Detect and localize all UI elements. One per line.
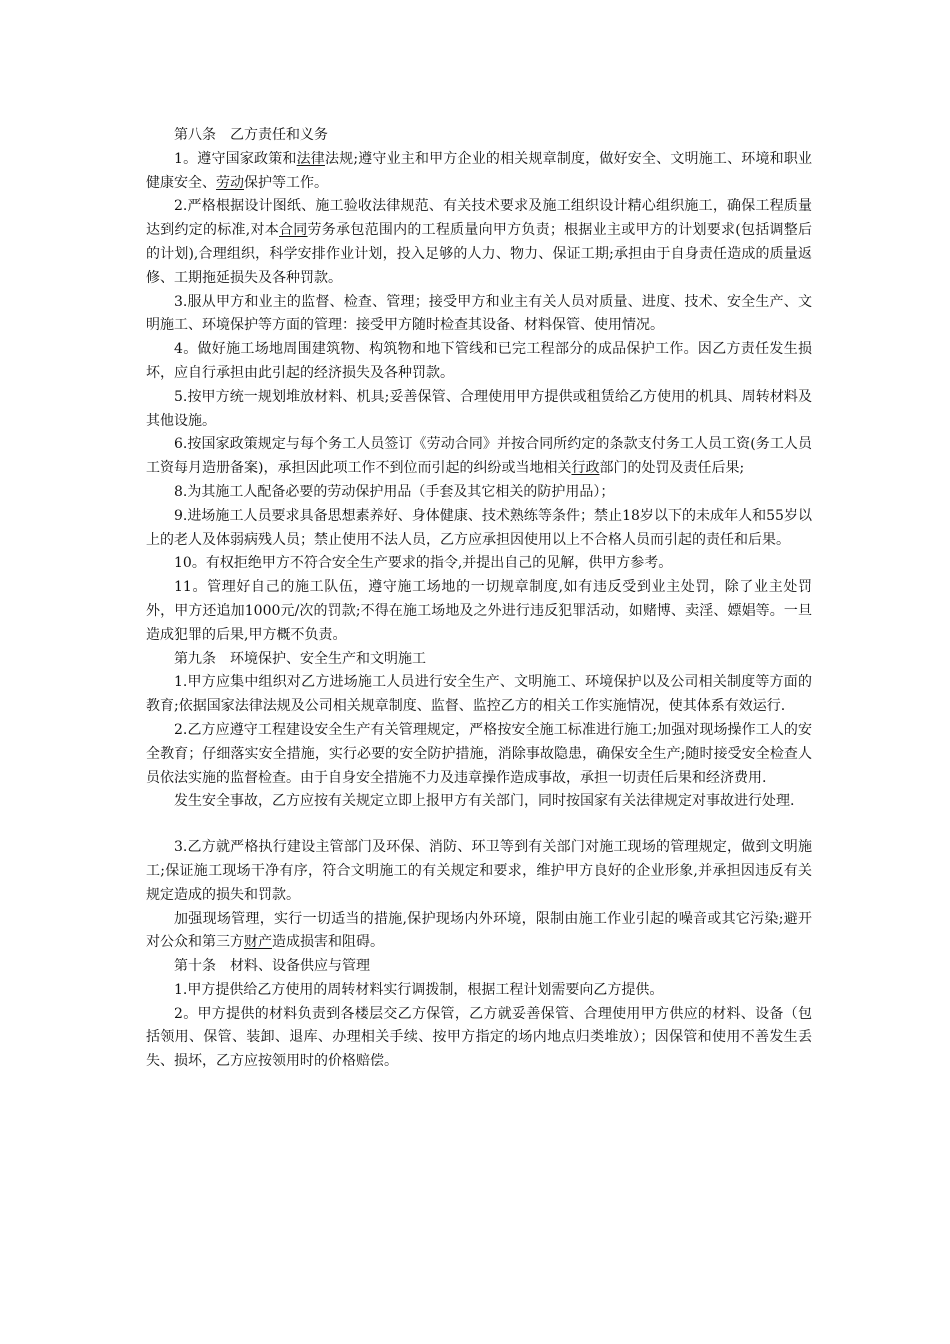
article-9-clause-1: 1.甲方应集中组织对乙方进场施工人员进行安全生产、文明施工、环境保护以及公司相关制度等方面的教育;依据国家法律法规及公司相关规章制度、监督、监控乙方的相关工作实施情况，使其体系有效运行. [146,674,812,715]
article-8-clause-9: 9.进场施工人员要求具备思想素养好、身体健康、技术熟练等条件；禁止18岁以下的未成年人和55岁以上的老人及体弱病残人员；禁止使用不法人员，乙方应承担因使用以上不合格人员而引起的责任和后果。 [146,507,812,548]
article-8-clause-8: 8.为其施工人配备必要的劳动保护用品（手套及其它相关的防护用品）； [174,483,615,500]
underlined-term: 劳动 [216,174,244,191]
text-segment: 1。遵守国家政策和 [174,150,297,167]
text-segment: 加强现场管理，实行一切适当的措施,保护现场内外环境，限制由施工作业引起的噪音或其它污染;避开对公众和第三方 [146,910,812,951]
article-8-clause-10: 10。有权拒绝甲方不符合安全生产要求的指令,并提出自己的见解，供甲方参考。 [174,555,673,572]
underlined-term: 财产 [244,934,272,951]
article-10-clause-1: 1.甲方提供给乙方使用的周转材料实行调拨制，根据工程计划需要向乙方提供。 [174,981,664,998]
article-10-clause-2: 2。甲方提供的材料负责到各楼层交乙方保管，乙方就妥善保管、合理使用甲方供应的材料、设备（包括领用、保管、装卸、退库、办理相关手续、按甲方指定的场内地点归类堆放）；因保管和使用不善发生丢失、损坏，乙方应按领用时的价格赔偿。 [146,1005,812,1070]
underlined-term: 行政 [571,460,600,477]
article-8-clause-3: 3.服从甲方和业主的监督、检查、管理；接受甲方和业主有关人员对质量、进度、技术、安全生产、文明施工、环境保护等方面的管理：接受甲方随时检查其设备、材料保管、使用情况。 [146,293,812,334]
text-segment: 部门的处罚及责任后果; [599,460,745,477]
article-9-site-management [146,908,812,956]
article-8-clause-2 [146,195,812,290]
article-8-clause-1 [146,148,812,196]
contract-document [146,124,812,1074]
text-segment: 造成损害和阻碍。 [272,934,384,951]
article-9-accident-note: 发生安全事故，乙方应按有关规定立即上报甲方有关部门，同时按国家有关法律规定对事故进行处理. [174,793,795,810]
article-8-clause-4: 4。做好施工场地周围建筑物、构筑物和地下管线和已完工程部分的成品保护工作。因乙方责任发生损坏，应自行承担由此引起的经济损失及各种罚款。 [146,341,812,381]
article-9-clause-3: 3.乙方就严格执行建设主管部门及环保、消防、环卫等到有关部门对施工现场的管理规定，做到文明施工;保证施工现场干净有序，符合文明施工的有关规定和要求，维护甲方良好的企业形象,并承担因违反有关规定造成的损失和罚款。 [146,839,812,903]
text-segment: 劳务承包范围内的工程质量向甲方负责；根据业主或甲方的计划要求(包括调整后的计划),合理组织，科学安排作业计划，投入足够的人力、物力、保证工期;承担由于自身责任造成的质量返修、工期拖延损失及各种罚款。 [146,222,813,286]
article-10-heading: 第十条 材料、设备供应与管理 [174,958,370,975]
text-segment: 2.严格根据设计图纸、施工验收法律规范、有关技术要求及施工组织设计精心组织施工，确保工程质量达到约定的标准,对本 [146,198,812,239]
article-8-clause-11: 11。管理好自己的施工队伍，遵守施工场地的一切规章制度,如有违反受到业主处罚，除了业主处罚外，甲方还追加1000元/次的罚款;不得在施工场地及之外进行违反犯罪活动，如赌博、卖淫、嫖娼等。一旦造成犯罪的后果,甲方概不负责。 [146,579,812,643]
text-segment: 法规;遵守业主和甲方企业的相关规章制度，做好安全、文明施工、环境和职业健康安全、 [146,150,812,191]
article-9-heading: 第九条 环境保护、安全生产和文明施工 [174,650,426,667]
article-8-clause-6 [146,433,812,481]
article-8-heading: 第八条 乙方责任和义务 [174,127,328,143]
underlined-term: 合同 [279,222,308,239]
text-segment: 6.按国家政策规定与每个务工人员签订《劳动合同》并按合同所约定的条款支付务工人员工资(务工人员工资每月造册备案)，承担因此项工作不到位而引起的纠纷或当地相关 [146,436,812,477]
blank-line [146,814,812,836]
article-8-clause-5: 5.按甲方统一规划堆放材料、机具;妥善保管、合理使用甲方提供或租赁给乙方使用的机具、周转材料及其他设施。 [146,388,812,429]
underlined-term: 法律 [296,150,325,167]
article-9-clause-2: 2.乙方应遵守工程建设安全生产有关管理规定，严格按安全施工标准进行施工;加强对现场操作工人的安全教育；仔细落实安全措施，实行必要的安全防护措施，消除事故隐患，确保安全生产;随时接受安全检查人员依法实施的监督检查。由于自身安全措施不力及违章操作造成事故，承担一切责任后果和经济费用. [146,721,812,786]
text-segment: 保护等工作。 [244,174,328,191]
